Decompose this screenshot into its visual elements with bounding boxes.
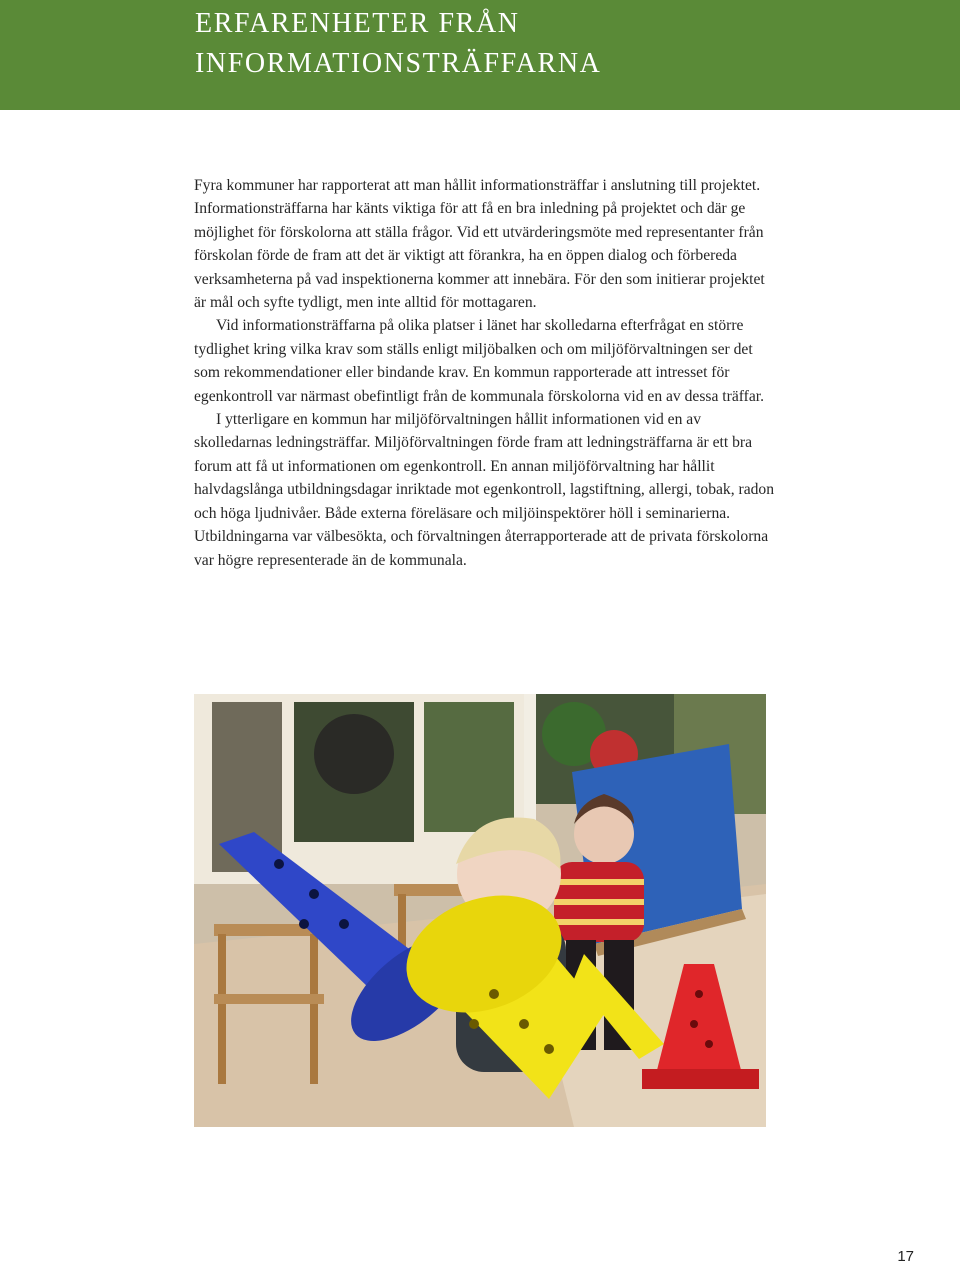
page-number: 17 — [897, 1248, 914, 1265]
paragraph-1: Fyra kommuner har rapporterat att man hållit informationsträffar i anslutning till projektet. Informationsträffarna har känts viktiga för att få en bra inledning på projektet och där ge möjlighet för förskolorna att ställa frågor. Vid ett utvärderingsmöte med representanter från förskolan förde de fram att det är viktigt att förankra, ha en öppen dialog och förbereda verksamheterna på vad inspektionerna kommer att innebära. För den som initierar projektet är mål och syfte tydligt, men inte alltid för mottagaren. — [194, 177, 765, 312]
body-text — [194, 174, 774, 572]
title-line-1: ERFARENHETER FRÅN — [195, 8, 520, 39]
paragraph-2: Vid informationsträffarna på olika platser i länet har skolledarna efterfrågat en större tydlighet kring vilka krav som ställs enligt miljöbalken och om miljöförvaltningen ser det som rekommendationer eller bindande krav. En kommun rapporterade att intresset för egenkontroll var närmast obefintligt från de kommunala förskolorna vid en av dessa träffar. — [194, 317, 765, 405]
photo-children-playing-with-cones — [194, 694, 766, 1127]
page-title — [195, 4, 895, 84]
title-line-2: INFORMATIONSTRÄFFARNA — [195, 48, 602, 79]
paragraph-3: I ytterligare en kommun har miljöförvaltningen hållit informationen vid en av skolledarnas ledningsträffar. Miljöförvaltningen förde fram att ledningsträffarna är ett bra forum att få ut informationen om egenkontroll. En annan miljöförvaltning har hållit halvdagslånga utbildningsdagar inriktade mot egenkontroll, lagstiftning, allergi, tobak, radon och höga ljudnivåer. Både externa föreläsare och miljöinspektörer höll i seminarierna. Utbildningarna var välbesökta, och förvaltningen återrapporterade att de privata förskolorna var högre representerade än de kommunala. — [194, 411, 775, 569]
